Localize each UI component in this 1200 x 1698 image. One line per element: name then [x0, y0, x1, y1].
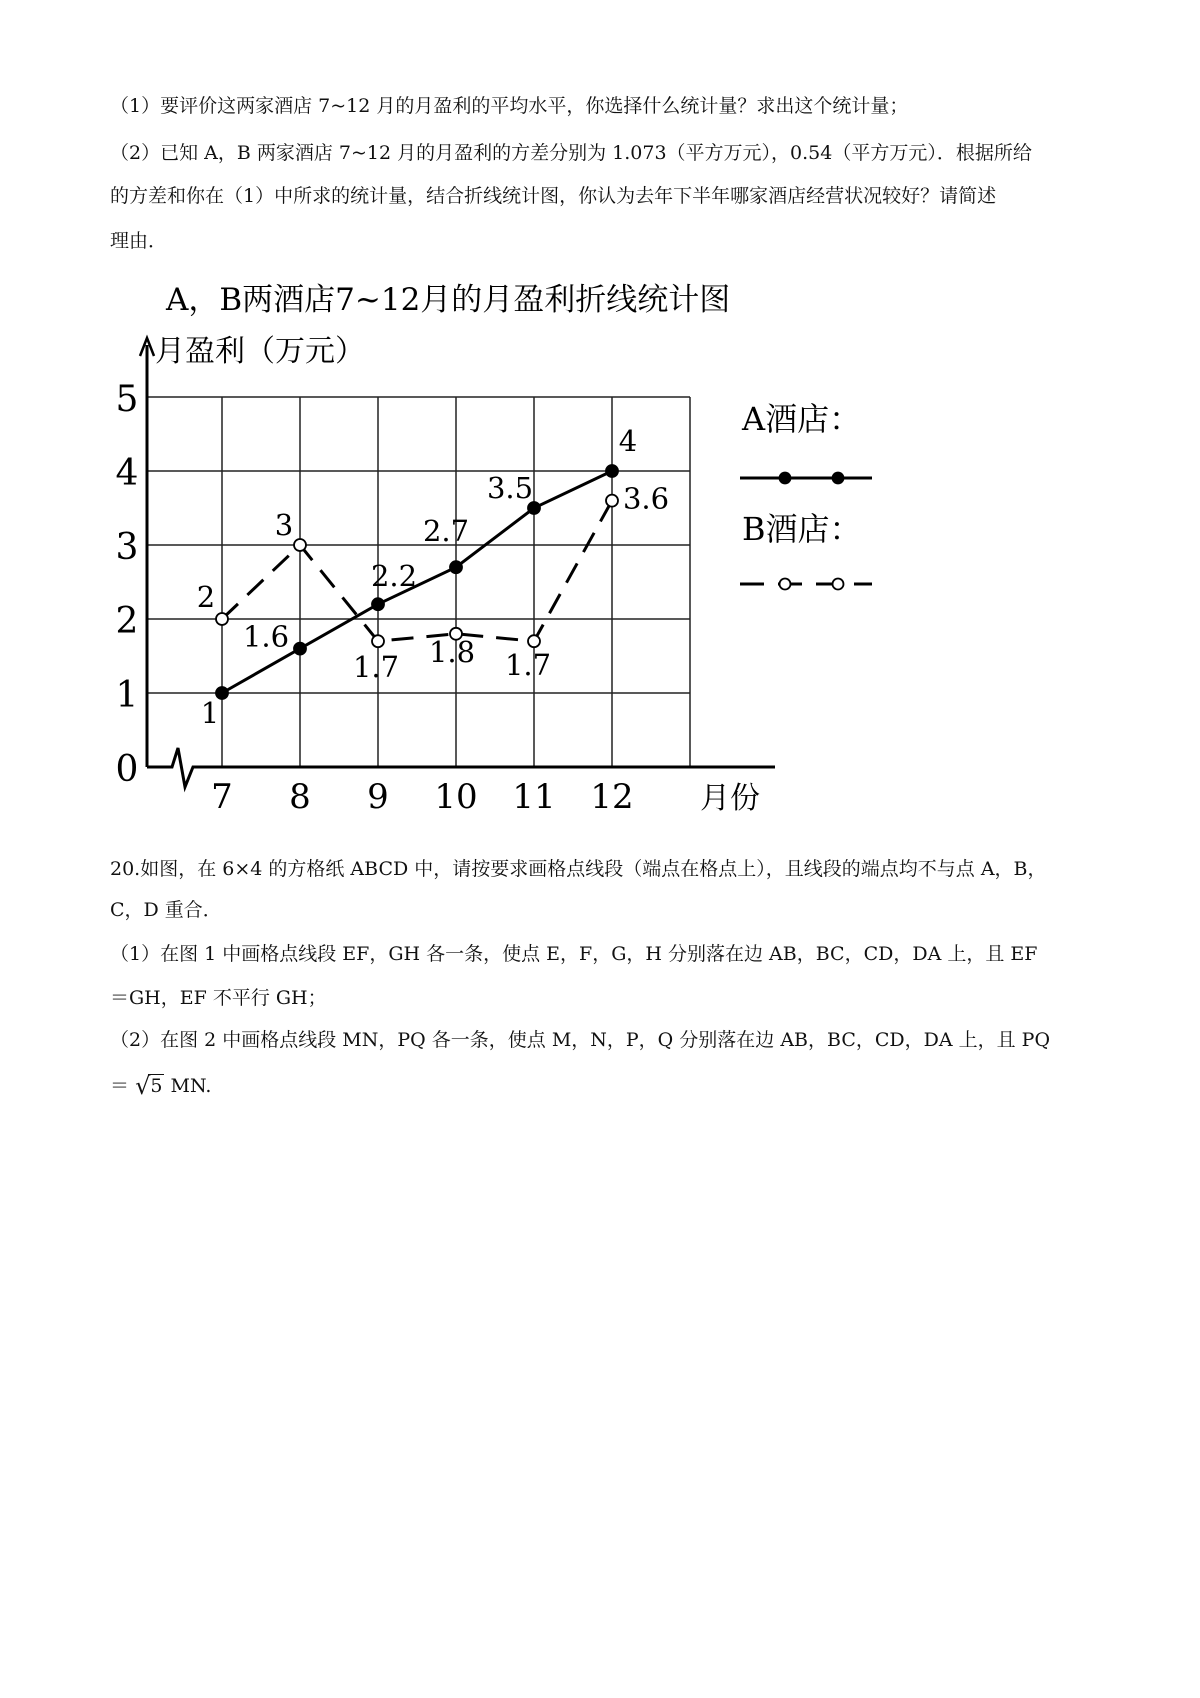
- data-point-b: [528, 635, 540, 647]
- q19-part2-line1: （2）已知 A，B 两家酒店 7~12 月的月盈利的方差分别为 1.073（平方万元），0.54（平方万元）．根据所给: [110, 142, 1032, 164]
- sqrt-expression: [135, 1074, 164, 1098]
- data-label-a: 1: [200, 696, 220, 730]
- q20-part2-line1: （2）在图 2 中画格点线段 MN，PQ 各一条，使点 M，N，P，Q 分别落在边 AB，BC，CD，DA 上，且 PQ: [110, 1029, 1051, 1051]
- q19-part2-line3: 理由．: [110, 230, 168, 252]
- chart-title: A，B两酒店7~12月的月盈利折线统计图: [166, 282, 731, 318]
- data-point-b: [294, 539, 306, 551]
- equals-sign: ＝: [110, 1075, 130, 1097]
- data-point-b: [606, 495, 618, 507]
- legend-marker-a: [780, 473, 791, 484]
- data-point-b: [216, 613, 228, 625]
- x-tick-label: 12: [590, 777, 634, 817]
- radicand: 5: [150, 1075, 163, 1097]
- legend-label-a: A酒店：: [742, 400, 862, 438]
- y-tick-label: 5: [115, 379, 139, 420]
- y-tick-label: 4: [115, 453, 139, 494]
- chart-axes: [116, 338, 775, 817]
- data-label-b: 1.7: [504, 648, 552, 683]
- q19-part2-line2: 的方差和你在（1）中所求的统计量，结合折线统计图，你认为去年下半年哪家酒店经营状况较好？请简述: [110, 185, 997, 207]
- chart-legend: [740, 400, 872, 590]
- data-label-a: 4: [618, 424, 638, 458]
- data-label-a: 2.7: [422, 514, 470, 549]
- q20-part2-line2: [110, 1074, 1110, 1098]
- y-tick-label: 3: [115, 527, 139, 568]
- chart-grid: [147, 397, 690, 767]
- data-point-a: [606, 465, 618, 477]
- x-tick-label: 11: [512, 777, 556, 817]
- legend-label-b: B酒店：: [742, 510, 862, 548]
- data-point-a: [450, 561, 462, 573]
- data-label-b: 1.7: [352, 650, 400, 685]
- q20-part1-line2: ＝GH，EF 不平行 GH；: [110, 987, 327, 1009]
- x-tick-label: 9: [367, 777, 389, 817]
- data-label-a: 1.6: [242, 619, 290, 654]
- data-point-b: [372, 635, 384, 647]
- q20-line1: 20.如图，在 6×4 的方格纸 ABCD 中，请按要求画格点线段（端点在格点上），且线段的端点均不与点 A，B，: [110, 858, 1047, 880]
- y-tick-label: 1: [115, 675, 139, 716]
- q20-part1-line1: （1）在图 1 中画格点线段 EF，GH 各一条，使点 E，F，G，H 分别落在边 AB，BC，CD，DA 上，且 EF: [110, 943, 1038, 965]
- chart-x-axis-label: 月份: [700, 781, 760, 816]
- x-tick-label: 7: [211, 777, 233, 817]
- y-tick-label: 2: [115, 601, 139, 642]
- legend-marker-b: [780, 579, 791, 590]
- radical-sign-icon: √: [135, 1072, 151, 1100]
- data-point-a: [372, 598, 384, 610]
- data-point-a: [294, 643, 306, 655]
- chart-y-axis-label: 月盈利（万元）: [155, 334, 365, 369]
- data-label-a: 3.5: [486, 471, 534, 505]
- legend-marker-a: [833, 473, 844, 484]
- x-tick-label: 8: [289, 777, 311, 817]
- data-label-b: 2: [196, 580, 216, 614]
- mn-suffix: MN.: [170, 1075, 212, 1097]
- data-label-b: 3.6: [622, 481, 670, 516]
- y-tick-label: 0: [115, 749, 139, 790]
- q19-part1: （1）要评价这两家酒店 7~12 月的月盈利的平均水平，你选择什么统计量？求出这个统计量；: [110, 95, 909, 117]
- data-label-b: 1.8: [428, 634, 476, 669]
- data-label-b: 3: [274, 508, 294, 542]
- legend-marker-b: [833, 579, 844, 590]
- q20-line2: C，D 重合．: [110, 899, 222, 921]
- x-tick-label: 10: [434, 777, 478, 817]
- data-label-a: 2.2: [370, 559, 418, 594]
